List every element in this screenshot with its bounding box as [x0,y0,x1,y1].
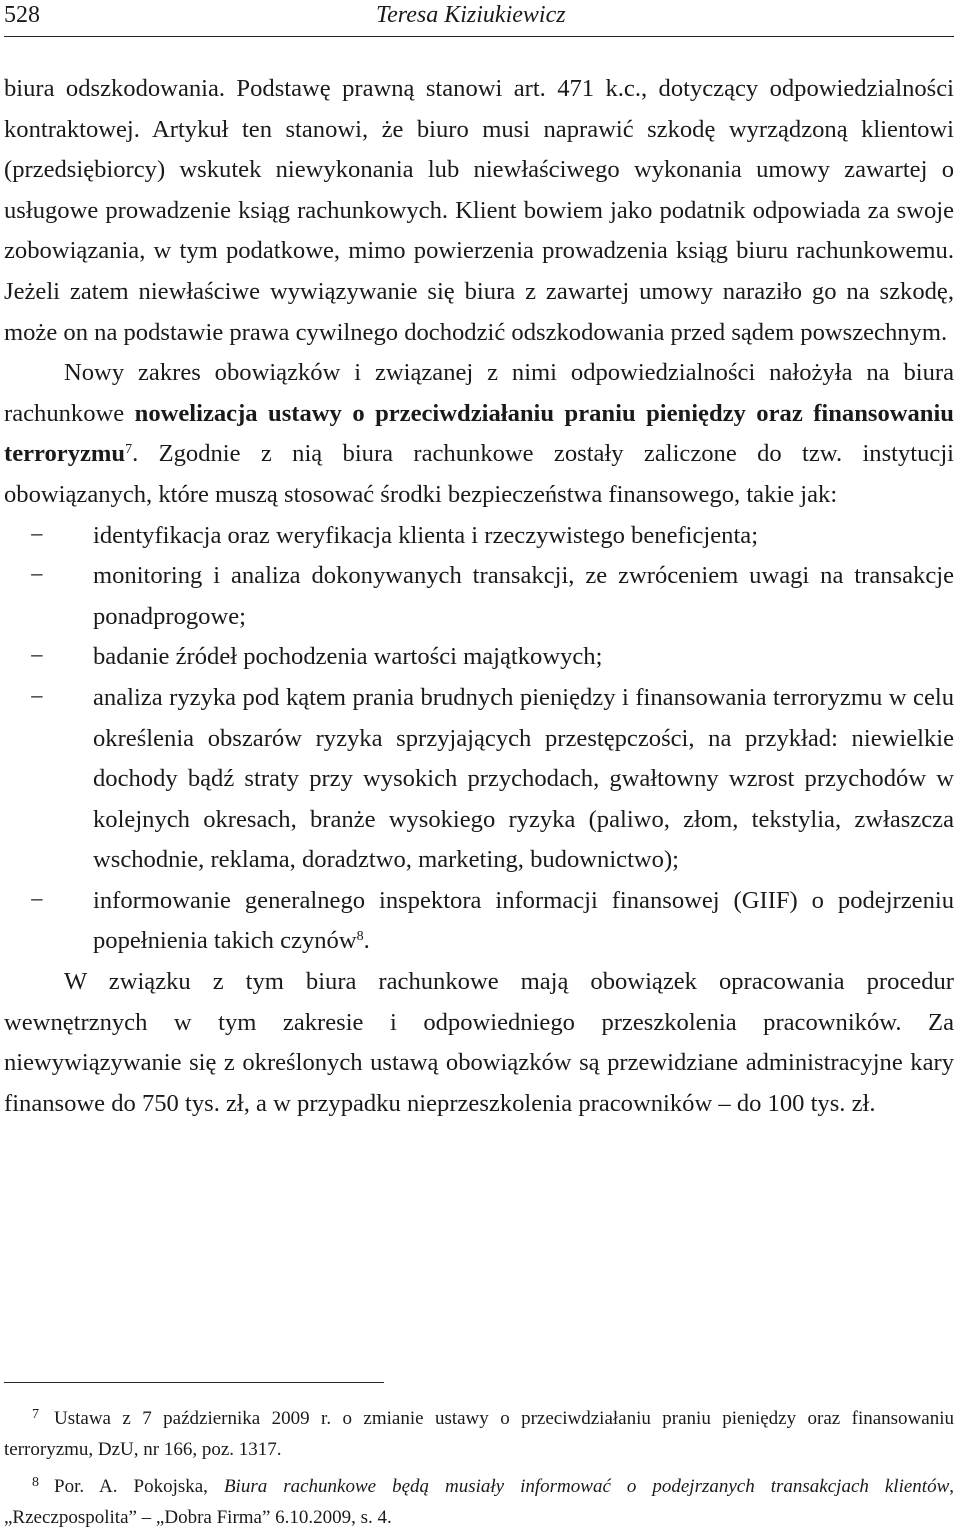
footnote-text: Ustawa z 7 października 2009 r. o zmianie ustawy o przeciwdziałaniu praniu pieniędzy oraz finansowaniu terroryzmu, DzU, nr 166, poz. 1317. [4,1408,954,1460]
paragraph-3: W związku z tym biura rachunkowe mają obowiązek opracowania procedur wewnętrznych w tym zakresie i odpowiedniego przeszkolenia pracowników. Za niewywiązywanie się z określonych ustawą obowiązków są przewidziane administracyjne kary finansowe do 750 tys. zł, a w przypadku nieprzeszkolenia pracowników – do 100 tys. zł. [4,968,954,1117]
main-text [4,69,954,1124]
list-item [4,637,954,678]
footnote-source: , „Rzeczpospolita” – „Dobra Firma” 6.10.2009, s. 4. [4,1476,954,1528]
page-header [4,0,954,37]
dash-marker: − [30,562,44,590]
dash-marker: − [30,521,44,549]
list-item-text: badanie źródeł pochodzenia wartości majątkowych; [93,643,603,671]
footnote-ref-8[interactable]: 8 [356,929,364,945]
footnote-7: 7 Ustawa z 7 października 2009 r. o zmianie ustawy o przeciwdziałaniu praniu pieniędzy oraz finansowaniu terroryzmu, DzU, nr 166, poz. 1317. [4,1407,954,1460]
dash-marker: − [30,683,44,711]
list-item [4,516,954,557]
footnote-8: 8 Por. A. Pokojska, Biura rachunkowe będą musiały informować o podejrzanych transakcjach klientów, „Rzeczpospolita” – „Dobra Firma” 6.10.2009, s. 4. [4,1475,954,1528]
list-item [4,678,954,881]
list-item [4,881,954,962]
paragraph-1: biura odszkodowania. Podstawę prawną stanowi art. 471 k.c., dotyczący odpowiedzialności kontraktowej. Artykuł ten stanowi, że biuro musi naprawić szkodę wyrządzoną klientowi (przedsiębiorcy) wskutek niewykonania lub niewłaściwego wykonania umowy zawartej o usługowe prowadzenie ksiąg rachunkowych. Klient bowiem jako podatnik odpowiada za swoje zobowiązania, w tym podatkowe, mimo powierzenia prowadzenia ksiąg biuru rachunkowemu. Jeżeli zatem niewłaściwe wywiązywanie się biura z zawartej umowy naraziło go na szkodę, może on na podstawie prawa cywilnego dochodzić odszkodowania przed sądem powszechnym. [4,75,954,346]
paragraph-2-bold: nowelizacja ustawy o przeciwdziałaniu praniu pieniędzy oraz finansowaniu terroryzmu [4,399,954,468]
dash-marker: − [30,886,44,914]
list-item-text: analiza ryzyka pod kątem prania brudnych pieniędzy i finansowania terroryzmu w celu określenia obszarów ryzyka sprzyjających przestępczości, na przykład: niewielkie dochody bądź straty przy wysokich przychodach, gwałtowny wzrost przychodów w kolejnych okresach, branże wysokiego ryzyka (paliwo, złom, tekstylia, zwłaszcza wschodnie, reklama, doradztwo, marketing, budownictwo); [93,683,954,874]
measures-list [4,516,954,963]
list-item-text: identyfikacja oraz weryfikacja klienta i rzeczywistego beneficjenta; [93,521,759,549]
paragraph-2 [4,353,954,515]
dash-marker: − [30,643,44,671]
paragraph-2-start: Nowy zakres obowiązków i związanej z nimi odpowiedzialności nałożyła na biura rachunkowe [4,359,954,427]
running-head: Teresa Kiziukiewicz [376,2,566,28]
list-item-text: informowanie generalnego inspektora informacji finansowej (GIIF) o podejrzeniu popełnienia takich czynów [93,886,954,955]
footnote-title: Biura rachunkowe będą musiały informować o podejrzanych transakcjach klientów [223,1476,950,1497]
page-number: 528 [4,2,40,28]
list-item-text: monitoring i analiza dokonywanych transakcji, ze zwróceniem uwagi na transakcje ponadprogowe; [93,562,954,630]
paragraph-2-end: . Zgodnie z nią biura rachunkowe zostały zaliczone do tzw. instytucji obowiązanych, które muszą stosować środki bezpieczeństwa finansowego, takie jak: [4,440,954,508]
footnotes [4,1403,954,1539]
footnote-divider [4,1382,384,1383]
list-item-end: . [363,927,370,955]
footnote-ref-7[interactable]: 7 [125,442,133,458]
footnote-author: Por. A. Pokojska, [54,1476,224,1497]
list-item [4,556,954,637]
